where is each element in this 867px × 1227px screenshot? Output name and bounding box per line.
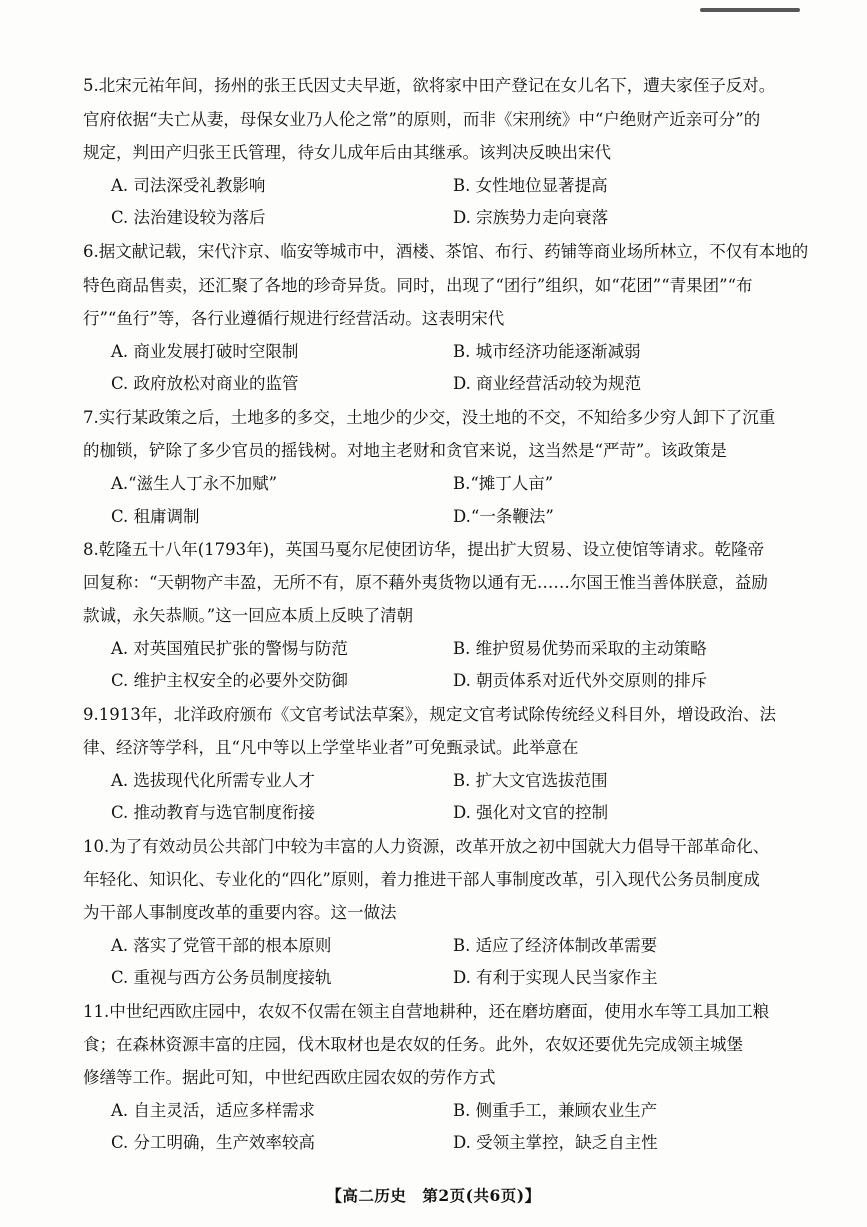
scan-mark <box>700 8 800 12</box>
question-10-option-b: B. 适应了经济体制改革需要 <box>453 936 658 955</box>
question-10-line-3: 为干部人事制度改革的重要内容。这一做法 <box>83 903 397 922</box>
question-6-line-3: 行”“鱼行”等，各行业遵循行规进行经营活动。这表明宋代 <box>83 309 505 328</box>
question-5-line-1: 5.北宋元祐年间，扬州的张王氏因丈夫早逝，欲将家中田产登记在女儿名下，遭夫家侄子反对。 <box>83 76 776 95</box>
question-11-option-b: B. 侧重手工，兼顾农业生产 <box>453 1101 658 1120</box>
question-6-option-c: C. 政府放松对商业的监管 <box>111 374 299 393</box>
question-7-line-2: 的枷锁，铲除了多少官员的摇钱树。对地主老财和贪官来说，这当然是“严苛”。该政策是 <box>83 441 727 460</box>
question-6-line-2: 特色商品售卖，还汇聚了各地的珍奇异货。同时，出现了“团行”组织，如“花团”“青果团”“布 <box>83 276 753 295</box>
question-9-line-2: 律、经济等学科，且“凡中等以上学堂毕业者”可免甄录试。此举意在 <box>83 738 579 757</box>
question-5-line-3: 规定，判田产归张王氏管理，待女儿成年后由其继承。该判决反映出宋代 <box>83 143 611 162</box>
question-7-option-a: A.“滋生人丁永不加赋” <box>111 474 278 493</box>
question-8-line-2: 回复称：“天朝物产丰盈，无所不有，原不藉外夷货物以通有无……尔国王惟当善体朕意，益励 <box>83 573 768 592</box>
question-9-option-b: B. 扩大文官选拔范围 <box>453 771 608 790</box>
question-9-line-1: 9.1913年，北洋政府颁布《文官考试法草案》，规定文官考试除传统经义科目外，增设政治、法 <box>83 705 776 724</box>
page-footer: 【高二历史 第2页(共6页)】 <box>326 1186 541 1205</box>
question-6-option-a: A. 商业发展打破时空限制 <box>111 342 299 361</box>
question-7-option-c: C. 租庸调制 <box>111 507 200 526</box>
question-8-option-d: D. 朝贡体系对近代外交原则的排斥 <box>453 671 708 690</box>
question-5-option-d: D. 宗族势力走向衰落 <box>453 208 609 227</box>
question-7-line-1: 7.实行某政策之后，土地多的多交，土地少的少交，没土地的不交，不知给多少穷人卸下了沉重 <box>83 408 776 427</box>
question-5-line-2: 官府依据“夫亡从妻，母保女业乃人伦之常”的原则，而非《宋刑统》中“户绝财产近亲可分”的 <box>83 110 761 129</box>
question-11-line-3: 修缮等工作。据此可知，中世纪西欧庄园农奴的劳作方式 <box>83 1068 496 1087</box>
question-11-line-2: 食；在森林资源丰富的庄园，伐木取材也是农奴的任务。此外，农奴还要优先完成领主城堡 <box>83 1035 743 1054</box>
question-6-option-b: B. 城市经济功能逐渐减弱 <box>453 342 641 361</box>
question-8-line-3: 款诚，永矢恭顺。”这一回应本质上反映了清朝 <box>83 606 414 625</box>
question-8-option-c: C. 维护主权安全的必要外交防御 <box>111 671 349 690</box>
question-9-option-a: A. 选拔现代化所需专业人才 <box>111 771 315 790</box>
question-9-option-c: C. 推动教育与选官制度衔接 <box>111 803 316 822</box>
question-9-option-d: D. 强化对文官的控制 <box>453 803 609 822</box>
question-11-option-d: D. 受领主掌控，缺乏自主性 <box>453 1133 658 1152</box>
question-10-line-1: 10.为了有效动员公共部门中较为丰富的人力资源，改革开放之初中国就大力倡导干部革命化、 <box>83 837 770 856</box>
question-11-option-a: A. 自主灵活，适应多样需求 <box>111 1101 315 1120</box>
question-5-option-a: A. 司法深受礼教影响 <box>111 176 266 195</box>
question-8-line-1: 8.乾隆五十八年(1793年)，英国马戛尔尼使团访华，提出扩大贸易、设立使馆等请求。乾隆帝 <box>83 540 765 559</box>
question-10-line-2: 年轻化、知识化、专业化的“四化”原则，着力推进干部人事制度改革，引入现代公务员制度成 <box>83 870 760 889</box>
question-10-option-a: A. 落实了党管干部的根本原则 <box>111 936 332 955</box>
question-6-line-1: 6.据文献记载，宋代汴京、临安等城市中，酒楼、茶馆、布行、药铺等商业场所林立，不仅有本地的 <box>83 242 809 261</box>
question-5-option-b: B. 女性地位显著提高 <box>453 176 608 195</box>
question-11-option-c: C. 分工明确，生产效率较高 <box>111 1133 316 1152</box>
question-10-option-d: D. 有利于实现人民当家作主 <box>453 968 658 987</box>
question-11-line-1: 11.中世纪西欧庄园中，农奴不仅需在领主自营地耕种，还在磨坊磨面，使用水车等工具加工粮 <box>83 1002 770 1021</box>
question-5-option-c: C. 法治建设较为落后 <box>111 208 266 227</box>
question-8-option-b: B. 维护贸易优势而采取的主动策略 <box>453 639 707 658</box>
question-7-option-b: B.“摊丁人亩” <box>453 474 554 493</box>
question-7-option-d: D.“一条鞭法” <box>453 507 554 526</box>
question-8-option-a: A. 对英国殖民扩张的警惕与防范 <box>111 639 348 658</box>
question-10-option-c: C. 重视与西方公务员制度接轨 <box>111 968 332 987</box>
question-6-option-d: D. 商业经营活动较为规范 <box>453 374 642 393</box>
